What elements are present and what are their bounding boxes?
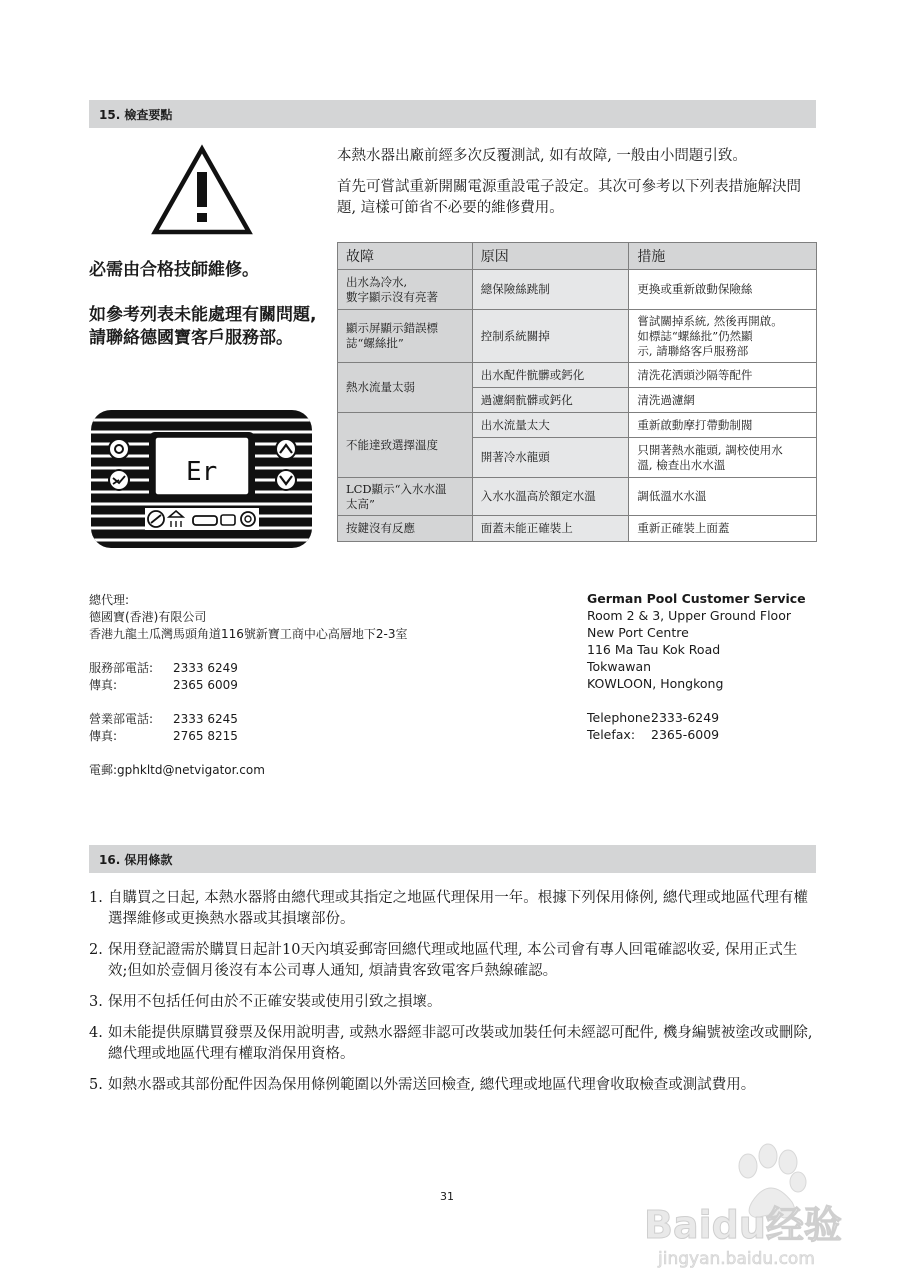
fix-cell: 清洗過濾網 [629, 388, 817, 413]
page-number: 31 [440, 1190, 454, 1203]
cause-cell: 開著冷水龍頭 [472, 438, 629, 478]
fix-cell: 嘗試關掉系統, 然後再開啟。 如標誌“螺絲批”仍然顯 示, 請聯絡客戶服務部 [629, 310, 817, 363]
header-cause: 原因 [472, 243, 629, 270]
service-title: German Pool Customer Service [587, 591, 806, 606]
service-fax: 傳真: 2365 6009 [89, 678, 238, 692]
address-line: Tokwawan [587, 659, 652, 674]
address-line: KOWLOON, Hongkong [587, 676, 724, 691]
sales-tel: 營業部電話: 2333 6245 [89, 712, 238, 726]
troubleshooting-table [337, 242, 817, 542]
fault-cell: 按鍵沒有反應 [338, 516, 473, 542]
fix-cell: 調低溫水水溫 [629, 478, 817, 516]
watermark [640, 1140, 870, 1274]
fault-cell: 出水為冷水, 數字顯示沒有亮著 [338, 270, 473, 310]
company-name: 德國寶(香港)有限公司 [89, 610, 207, 624]
fix-cell: 更換或重新啟動保險絲 [629, 270, 817, 310]
table-row [338, 270, 817, 310]
address-line: 116 Ma Tau Kok Road [587, 642, 721, 657]
warranty-list [89, 888, 816, 1106]
list-item: 5. 如熱水器或其部份配件因為保用條例範圍以外需送回檢查, 總代理或地區代理會收取檢查或測試費用。 [89, 1077, 756, 1093]
fix-cell: 重新啟動摩打帶動制閥 [629, 413, 817, 438]
company-address: 香港九龍土瓜灣馬頭角道116號新寶工商中心高層地下2-3室 [89, 627, 408, 641]
section-16-title: 16. 保用條款 [99, 853, 173, 867]
agent-label: 總代理: [89, 593, 130, 607]
warning-body: 如參考列表未能處理有關問題, 請聯絡德國寶客戶服務部。 [89, 305, 317, 348]
cause-cell: 入水水溫高於額定水溫 [472, 478, 629, 516]
address-line: Room 2 & 3, Upper Ground Floor [587, 608, 791, 623]
watermark-brand: Baidu经验 [644, 1203, 842, 1247]
contact-chinese [89, 592, 408, 779]
list-item: 3. 保用不包括任何由於不正確安裝或使用引致之損壞。 [89, 994, 442, 1010]
watermark-url: jingyan.baidu.com [658, 1249, 815, 1269]
fault-cell: 顯示屏顯示錯誤標 誌“螺絲批” [338, 310, 473, 363]
list-item: 1. 自購買之日起, 本熱水器將由總代理或其指定之地區代理保用一年。根據下列保用條例, 總代理或地區代理有權選擇維修或更換熱水器或其損壞部份。 [89, 890, 808, 927]
fault-cell: 熱水流量太弱 [338, 363, 473, 413]
contact-english [587, 590, 806, 743]
table-header-row [338, 243, 817, 270]
fault-cell: LCD顯示“入水水溫 太高” [338, 478, 473, 516]
warning-title: 必需由合格技師維修。 [89, 260, 259, 280]
header-fix: 措施 [629, 243, 817, 270]
section-15-title: 15. 檢查要點 [99, 108, 173, 122]
section-15-header [89, 100, 816, 128]
address-line: New Port Centre [587, 625, 689, 640]
cause-cell: 總保險絲跳制 [472, 270, 629, 310]
control-panel-illustration [89, 408, 314, 554]
telephone: Telephone:2333-6249 [587, 710, 720, 725]
fix-cell: 清洗花洒頭沙隔等配件 [629, 363, 817, 388]
cause-cell: 出水流量太大 [472, 413, 629, 438]
cause-cell: 出水配件骯髒或鈣化 [472, 363, 629, 388]
warning-icon [150, 144, 254, 240]
email: 電郵:gphkltd@netvigator.com [89, 763, 265, 777]
table-row [338, 363, 817, 388]
list-item: 4. 如未能提供原購買發票及保用說明書, 或熱水器經非認可改裝或加裝任何未經認可配件, 機身編號被塗改或刪除, 總代理或地區代理有權取消保用資格。 [89, 1025, 813, 1062]
telefax: Telefax: 2365-6009 [587, 727, 720, 742]
list-item: 2. 保用登記證需於購買日起計10天內填妥郵寄回總代理或地區代理, 本公司會有專人回電確認收妥, 保用正式生效;但如於壹個月後沒有本公司專人通知, 煩請貴客致電客戶熱線確認。 [89, 942, 798, 979]
cause-cell: 面蓋未能正確裝上 [472, 516, 629, 542]
service-tel: 服務部電話: 2333 6249 [89, 661, 238, 675]
table-row [338, 478, 817, 516]
table-row [338, 413, 817, 438]
header-fault: 故障 [338, 243, 473, 270]
cause-cell: 控制系統關掉 [472, 310, 629, 363]
intro-paragraph-2: 首先可嘗試重新開關電源重設電子設定。其次可參考以下列表措施解決問題, 這樣可節省不必要的維修費用。 [337, 179, 801, 216]
intro-paragraph-1: 本熱水器出廠前經多次反覆測試, 如有故障, 一般由小問題引致。 [337, 148, 747, 164]
sales-fax: 傳真: 2765 8215 [89, 729, 238, 743]
table-row [338, 516, 817, 542]
fix-cell: 只開著熱水龍頭, 調校使用水 溫, 檢查出水水溫 [629, 438, 817, 478]
fault-cell: 不能達致選擇溫度 [338, 413, 473, 478]
fix-cell: 重新正確裝上面蓋 [629, 516, 817, 542]
cause-cell: 過濾網骯髒或鈣化 [472, 388, 629, 413]
section-16-header [89, 845, 816, 873]
table-row [338, 310, 817, 363]
lcd-display-text: Er [186, 457, 218, 487]
